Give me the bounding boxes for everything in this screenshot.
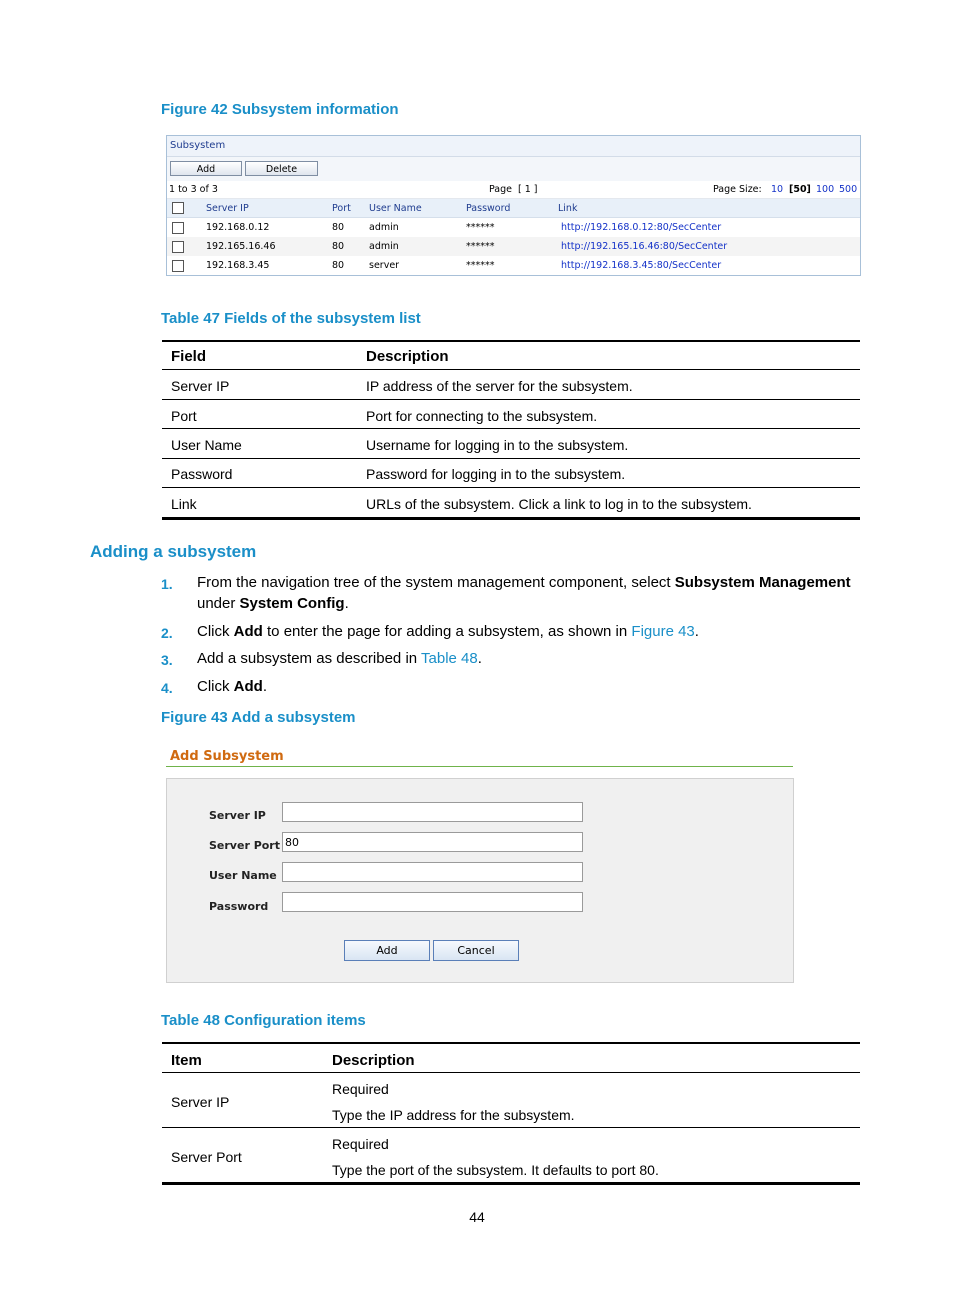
row-user-name: server (369, 260, 400, 271)
description-line: Required (332, 1136, 389, 1152)
item-cell: Server IP (171, 1094, 230, 1110)
subsystem-window (166, 135, 861, 276)
server-port-input[interactable] (282, 832, 583, 852)
figure-42-caption: Figure 42 Subsystem information (161, 101, 399, 118)
row-checkbox[interactable] (172, 222, 184, 234)
table-47-caption: Table 47 Fields of the subsystem list (161, 310, 421, 327)
row-server-ip: 192.165.16.46 (206, 241, 276, 252)
column-header-server-ip[interactable]: Server IP (206, 203, 249, 214)
row-server-ip: 192.168.0.12 (206, 222, 270, 233)
section-heading: Adding a subsystem (90, 542, 257, 561)
row-password: ****** (466, 260, 495, 271)
page-size-50-current: [50] (789, 184, 811, 195)
page-size-100-link[interactable]: 100 (816, 184, 835, 195)
password-input[interactable] (282, 892, 583, 912)
step-text: Click Add to enter the page for adding a subsystem, as shown in Figure 43. (197, 623, 699, 640)
table-row (167, 237, 860, 256)
item-cell: Server Port (171, 1149, 242, 1165)
server-ip-label: Server IP (209, 809, 266, 822)
field-cell: Password (171, 466, 233, 482)
server-ip-input[interactable] (282, 802, 583, 822)
page-size-label: Page Size: (713, 184, 762, 195)
table-rule (162, 487, 860, 488)
step-number: 1. (161, 576, 173, 592)
row-checkbox[interactable] (172, 241, 184, 253)
row-password: ****** (466, 241, 495, 252)
row-server-ip: 192.168.3.45 (206, 260, 270, 271)
form-title: Add Subsystem (170, 749, 284, 764)
subsystem-toolbar (167, 157, 860, 181)
field-cell: Server IP (171, 378, 230, 394)
row-link[interactable]: http://192.165.16.46:80/SecCenter (561, 241, 728, 252)
column-header-item: Item (171, 1052, 202, 1069)
step-number: 3. (161, 652, 173, 668)
column-header-user-name[interactable]: User Name (369, 203, 422, 214)
description-cell: Username for logging in to the subsystem. (366, 437, 629, 453)
row-user-name: admin (369, 222, 399, 233)
row-checkbox[interactable] (172, 260, 184, 272)
user-name-input[interactable] (282, 862, 583, 882)
step-text: Add a subsystem as described in Table 48. (197, 650, 482, 667)
page-size-10-link[interactable]: 10 (771, 184, 784, 195)
step-text-continued: under System Config. (197, 595, 349, 612)
select-all-checkbox[interactable] (172, 202, 184, 214)
table-48-caption: Table 48 Configuration items (161, 1012, 366, 1029)
row-port: 80 (332, 222, 345, 233)
add-button[interactable]: Add (344, 940, 430, 961)
page-size-500-link[interactable]: 500 (839, 184, 858, 195)
field-cell: User Name (171, 437, 242, 453)
cancel-button[interactable]: Cancel (433, 940, 519, 961)
table-rule (162, 1072, 860, 1073)
subsystem-table-header (167, 199, 860, 218)
title-divider (166, 766, 793, 767)
field-cell: Port (171, 408, 197, 424)
row-link[interactable]: http://192.168.0.12:80/SecCenter (561, 222, 722, 233)
add-subsystem-form (166, 745, 794, 983)
form-panel (166, 778, 794, 983)
table-top-rule (162, 340, 860, 342)
record-range: 1 to 3 of 3 (169, 184, 218, 195)
page-label: Page (489, 184, 512, 195)
figure-43-caption: Figure 43 Add a subsystem (161, 709, 356, 726)
description-cell: IP address of the server for the subsystem. (366, 378, 633, 394)
table-48-reference-link[interactable]: Table 48 (421, 650, 478, 667)
figure-43-reference-link[interactable]: Figure 43 (631, 623, 695, 640)
description-line: Type the port of the subsystem. It defaults to port 80. (332, 1162, 659, 1178)
description-cell: Port for connecting to the subsystem. (366, 408, 598, 424)
description-cell: URLs of the subsystem. Click a link to log in to the subsystem. (366, 496, 752, 512)
column-header-password[interactable]: Password (466, 203, 511, 214)
table-rule (162, 399, 860, 400)
step-text: Click Add. (197, 678, 268, 695)
row-port: 80 (332, 241, 345, 252)
server-port-label: Server Port (209, 839, 280, 852)
description-line: Required (332, 1081, 389, 1097)
subsystem-titlebar (167, 136, 860, 157)
table-row (167, 218, 860, 237)
user-name-label: User Name (209, 869, 277, 882)
table-row (167, 256, 860, 275)
description-cell: Password for logging in to the subsystem. (366, 466, 626, 482)
table-rule (162, 1127, 860, 1128)
table-bottom-rule (162, 1182, 860, 1185)
field-cell: Link (171, 496, 197, 512)
step-number: 4. (161, 680, 173, 696)
column-header-description: Description (366, 348, 449, 365)
row-password: ****** (466, 222, 495, 233)
paging-bar (167, 181, 860, 199)
add-button[interactable]: Add (170, 161, 242, 176)
table-rule (162, 428, 860, 429)
password-label: Password (209, 900, 269, 913)
page-number: 44 (469, 1209, 485, 1225)
table-rule (162, 369, 860, 370)
page-value[interactable]: [ 1 ] (518, 184, 538, 195)
column-header-port[interactable]: Port (332, 203, 351, 214)
table-top-rule (162, 1042, 860, 1044)
table-rule (162, 458, 860, 459)
row-link[interactable]: http://192.168.3.45:80/SecCenter (561, 260, 722, 271)
delete-button[interactable]: Delete (245, 161, 318, 176)
row-user-name: admin (369, 241, 399, 252)
table-bottom-rule (162, 517, 860, 520)
step-text: From the navigation tree of the system management component, select Subsystem Management (197, 574, 851, 591)
column-header-link[interactable]: Link (558, 203, 578, 214)
subsystem-title: Subsystem (170, 140, 226, 151)
row-port: 80 (332, 260, 345, 271)
step-number: 2. (161, 625, 173, 641)
description-line: Type the IP address for the subsystem. (332, 1107, 575, 1123)
column-header-description: Description (332, 1052, 415, 1069)
column-header-field: Field (171, 348, 207, 365)
